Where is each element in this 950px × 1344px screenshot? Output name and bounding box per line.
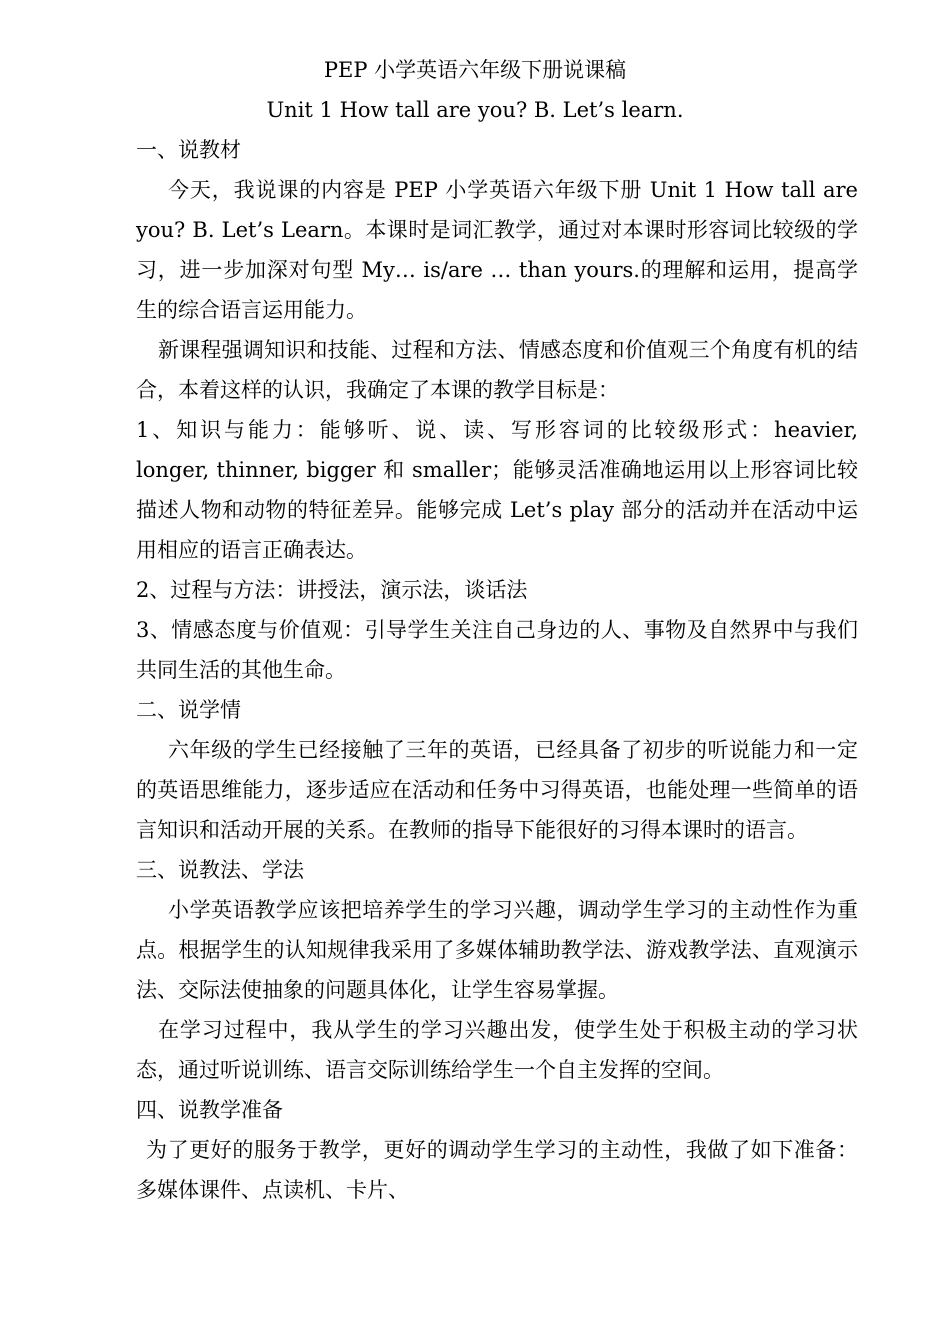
section-heading-teaching-material: 一、说教材 [136,138,241,162]
document-title: PEP 小学英语六年级下册说课稿 [323,58,627,82]
paragraph-preparation: 为了更好的服务于教学，更好的调动学生学习的主动性，我做了如下准备：多媒体课件、点读机、卡片、 [136,1138,858,1202]
goal-emotion-values: 3、情感态度与价值观：引导学生关注自己身边的人、事物及自然界中与我们共同生活的其他生命。 [136,618,858,682]
goal-process-method: 2、过程与方法：讲授法，演示法，谈话法 [136,578,528,602]
paragraph-curriculum-goals: 新课程强调知识和技能、过程和方法、情感态度和价值观三个角度有机的结合，本着这样的认识，我确定了本课的教学目标是： [136,338,858,402]
document-body [136,130,858,1210]
paragraph-teaching-methods: 小学英语教学应该把培养学生的学习兴趣，调动学生学习的主动性作为重点。根据学生的认知规律我采用了多媒体辅助教学法、游戏教学法、直观演示法、交际法使抽象的问题具体化，让学生容易掌握。 [136,898,858,1002]
section-heading-methods: 三、说教法、学法 [136,858,304,882]
paragraph-student-analysis: 六年级的学生已经接触了三年的英语，已经具备了初步的听说能力和一定的英语思维能力，逐步适应在活动和任务中习得英语，也能处理一些简单的语言知识和活动开展的关系。在教师的指导下能很好的习得本课时的语言。 [136,738,858,842]
paragraph-lesson-content: 今天，我说课的内容是 PEP 小学英语六年级下册 Unit 1 How tall are you? B. Let’s Learn。本课时是词汇教学，通过对本课时形容词比较级的学习，进一步加深对句型 My… is/are … than yours.的理解和运用，提高学生的综合语言运用能力。 [136,178,858,322]
goal-knowledge-ability: 1、知识与能力：能够听、说、读、写形容词的比较级形式：heavier, longer, thinner, bigger 和 smaller；能够灵活准确地运用以上形容词比较描述人物和动物的特征差异。能够完成 Let’s play 部分的活动并在活动中运用相应的语言正确表达。 [136,418,858,562]
section-heading-students: 二、说学情 [136,698,241,722]
section-heading-preparation: 四、说教学准备 [136,1098,283,1122]
document-subtitle: Unit 1 How tall are you? B. Let’s learn. [266,98,684,122]
paragraph-learning-process: 在学习过程中，我从学生的学习兴趣出发，使学生处于积极主动的学习状态，通过听说训练、语言交际训练给学生一个自主发挥的空间。 [136,1018,858,1082]
